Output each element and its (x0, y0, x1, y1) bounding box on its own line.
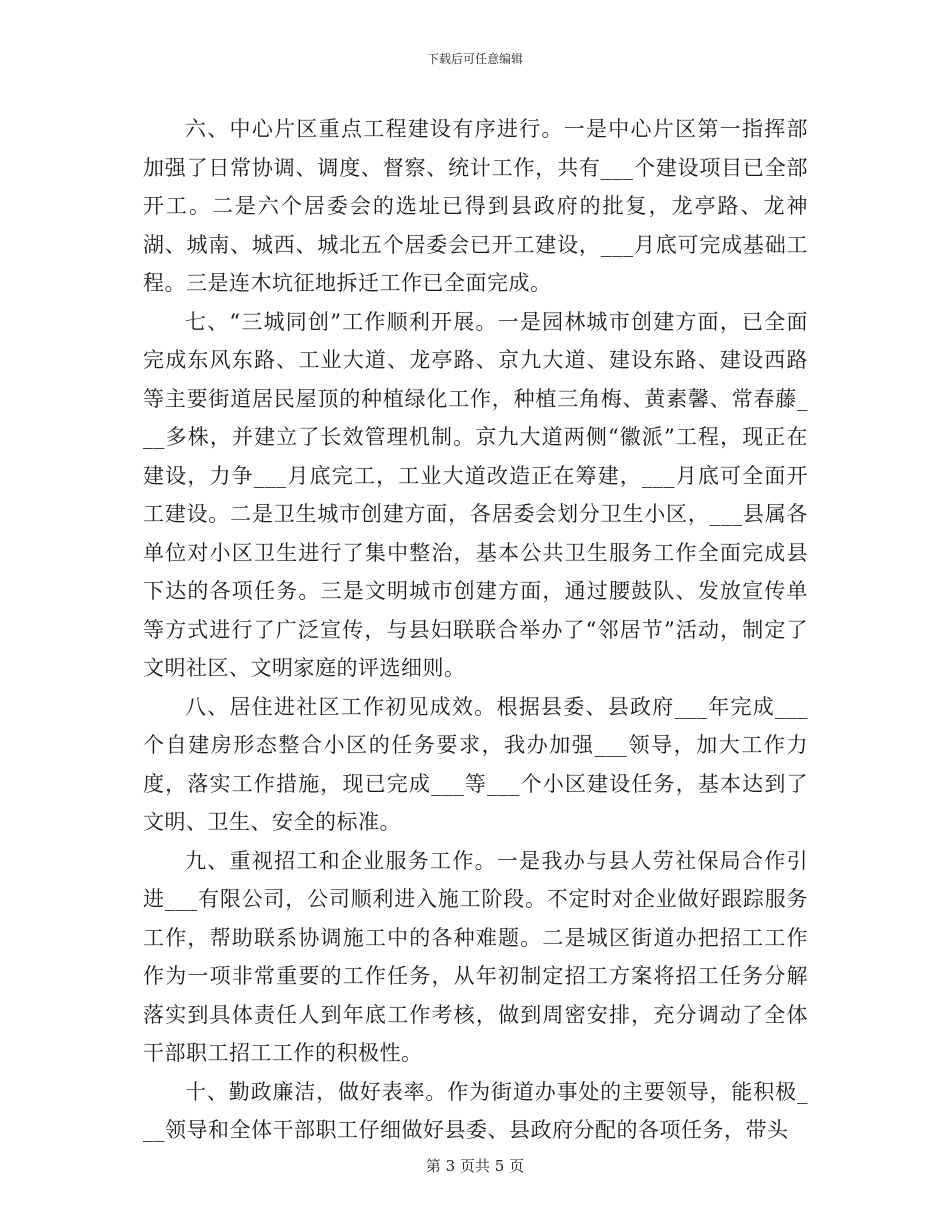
paragraph-seven: 七、“三城同创”工作顺利开展。一是园林城市创建方面，已全面完成东风东路、工业大道、龙亭路、京九大道、建设东路、建设西路等主要街道居民屋顶的种植绿化工作，种植三角梅、黄素馨、常春藤___多株，并建立了长效管理机制。京九大道两侧“徽派”工程，现正在建设，力争___月底完工，工业大道改造正在筹建，___月底可全面开工建设。二是卫生城市创建方面，各居委会划分卫生小区，___县属各单位对小区卫生进行了集中整治，基本公共卫生服务工作全面完成县下达的各项任务。三是文明城市创建方面，通过腰鼓队、发放宣传单等方式进行了广泛宣传，与县妇联联合举办了“邻居节”活动，制定了文明社区、文明家庭的评选细则。 (143, 309, 808, 680)
paragraph-ten: 十、勤政廉洁，做好表率。作为街道办事处的主要领导，能积极___领导和全体干部职工仔细做好县委、县政府分配的各项任务，带头 (143, 1079, 808, 1142)
document-body (143, 110, 808, 1150)
paragraph-nine: 九、重视招工和企业服务工作。一是我办与县人劳社保局合作引进___有限公司，公司顺利进入施工阶段。不定时对企业做好跟踪服务工作，帮助联系协调施工中的各种难题。二是城区街道办把招工工作作为一项非常重要的工作任务，从年初制定招工方案将招工任务分解落实到具体责任人到年底工作考核，做到周密安排，充分调动了全体干部职工招工工作的积极性。 (143, 848, 808, 1065)
page-header: 下载后可任意编辑 (426, 52, 523, 66)
page-number: 第 3 页共 5 页 (425, 1157, 525, 1175)
paragraph-six: 六、中心片区重点工程建设有序进行。一是中心片区第一指挥部加强了日常协调、调度、督察、统计工作，共有___个建设项目已全部开工。二是六个居委会的选址已得到县政府的批复，龙亭路、龙神湖、城南、城西、城北五个居委会已开工建设，___月底可完成基础工程。三是连木坑征地拆迁工作已全面完成。 (143, 117, 808, 295)
paragraph-eight: 八、居住进社区工作初见成效。根据县委、县政府___年完成___个自建房形态整合小区的任务要求，我办加强___领导，加大工作力度，落实工作措施，现已完成___等___个小区建设任务，基本达到了文明、卫生、安全的标准。 (143, 694, 808, 834)
